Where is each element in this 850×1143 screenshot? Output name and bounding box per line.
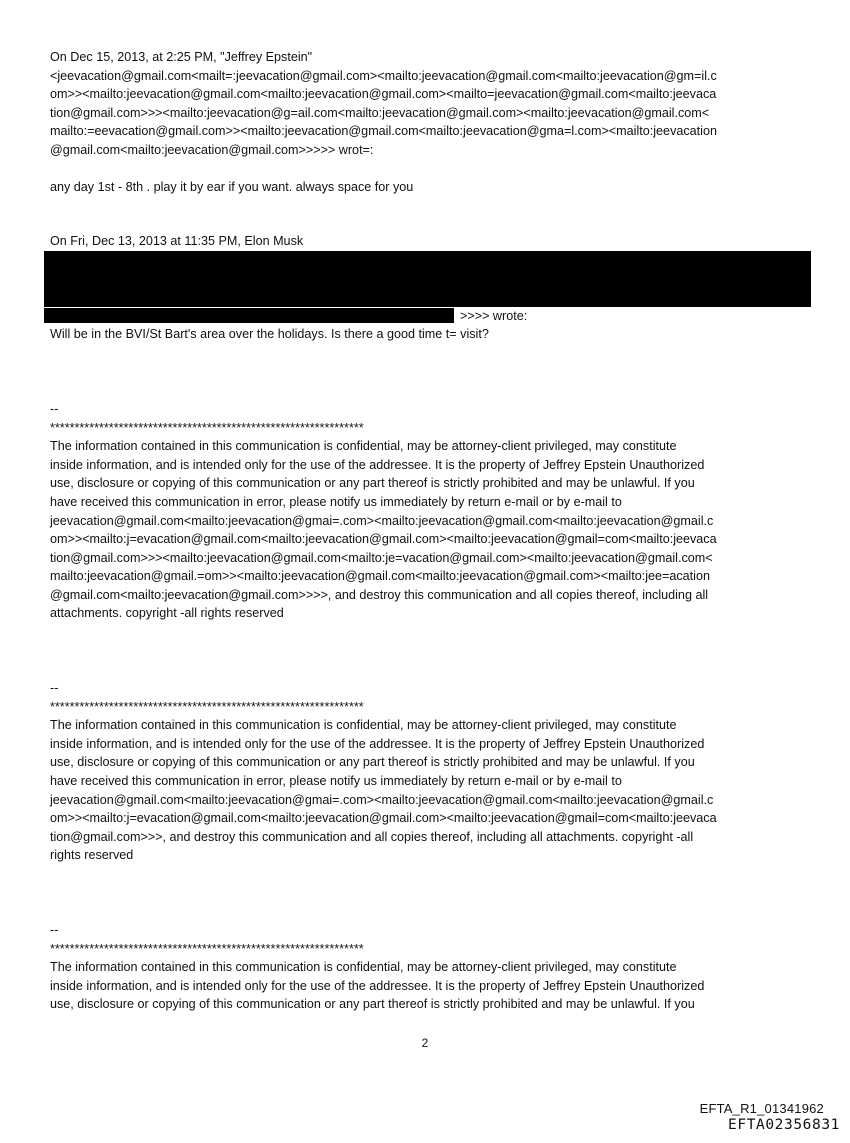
reply-text: any day 1st - 8th . play it by ear if you want. always space for you: [50, 179, 414, 194]
footer-line: The information contained in this communication is confidential, may be attorney-client privileged, may constitute: [50, 960, 677, 975]
footer-dash: --: [50, 923, 59, 937]
footer-line: jeevacation@gmail.com<mailto:jeevacation@gmai=.com><mailto:jeevacation@gmail.com<mailto:jeevacation@gmail.c: [50, 792, 714, 807]
footer-line: @gmail.com<mailto:jeevacation@gmail.com>>>>, and destroy this communication and all copies thereof, including all: [50, 587, 709, 602]
confidentiality-footer-2: [50, 679, 810, 865]
bates-stamp-1: EFTA_R1_01341962: [699, 1101, 824, 1116]
footer-line: jeevacation@gmail.com<mailto:jeevacation@gmai=.com><mailto:jeevacation@gmail.com<mailto:jeevacation@gmail.c: [50, 513, 714, 528]
footer-line: use, disclosure or copying of this communication or any part thereof is strictly prohibited and may be unlawful. If you: [50, 476, 695, 491]
footer-line: The information contained in this communication is confidential, may be attorney-client privileged, may constitute: [50, 718, 677, 733]
confidentiality-footer-1: [50, 400, 810, 623]
header-line: om>><mailto:jeevacation@gmail.com<mailto:jeevacation@gmail.com><mailto=jeevacation@gmail.com<mailto:jeevaca: [50, 87, 717, 102]
quoted-header-2: On Fri, Dec 13, 2013 at 11:35 PM, Elon Musk: [50, 234, 304, 249]
footer-line: use, disclosure or copying of this communication or any part thereof is strictly prohibited and may be unlawful. If you: [50, 997, 695, 1012]
footer-line: use, disclosure or copying of this communication or any part thereof is strictly prohibited and may be unlawful. If you: [50, 755, 695, 770]
footer-line: attachments. copyright -all rights reserved: [50, 606, 284, 621]
quoted-header-1: [50, 48, 810, 160]
document-body: [50, 48, 810, 1014]
page-number: 2: [421, 1036, 429, 1050]
wrote-label: >>>> wrote:: [460, 308, 528, 323]
footer-line: inside information, and is intended only for the use of the addressee. It is the property of Jeffrey Epstein Unauthorized: [50, 978, 705, 993]
footer-dash: --: [50, 681, 59, 696]
footer-line: om>><mailto:j=evacation@gmail.com<mailto:jeevacation@gmail.com><mailto:jeevacation@gmail=com<mailto:jeevaca: [50, 811, 717, 826]
footer-line: tion@gmail.com>>><mailto:jeevacation@gmail.com<mailto:je=vacation@gmail.com><mailto:jeevacation@gmail.com<: [50, 550, 713, 565]
bates-stamp-2: EFTA02356831: [728, 1117, 840, 1133]
header-line: On Dec 15, 2013, at 2:25 PM, "Jeffrey Epstein": [50, 50, 313, 64]
footer-line: om>><mailto:j=evacation@gmail.com<mailto:jeevacation@gmail.com><mailto:jeevacation@gmail=com<mailto:jeevaca: [50, 532, 717, 547]
header-line: @gmail.com<mailto:jeevacation@gmail.com>>>>> wrot=:: [50, 142, 374, 157]
redaction-block: [50, 251, 810, 307]
header-line: mailto:=eevacation@gmail.com>><mailto:jeevacation@gmail.com<mailto:jeevacation@gma=l.com><mailto:jeevacation: [50, 124, 717, 139]
footer-line: mailto:jeevacation@gmail.=om>><mailto:jeevacation@gmail.com<mailto:jeevacation@gmail.com><mailto:jee=acation: [50, 569, 710, 584]
footer-line: tion@gmail.com>>>, and destroy this communication and all copies thereof, including all attachments. copyright -all: [50, 829, 694, 844]
footer-line: inside information, and is intended only for the use of the addressee. It is the property of Jeffrey Epstein Unauthorized: [50, 736, 705, 751]
footer-dash: --: [50, 401, 59, 416]
footer-line: The information contained in this communication is confidential, may be attorney-client privileged, may constitute: [50, 439, 677, 454]
footer-stars: ****************************************************************: [50, 699, 364, 714]
confidentiality-footer-3: [50, 921, 810, 1014]
footer-stars: ****************************************************************: [50, 941, 364, 956]
redaction-bar: [44, 308, 454, 323]
header-line: <jeevacation@gmail.com<mailt=:jeevacation@gmail.com><mailto:jeevacation@gmail.com<mailto:jeevacation@gm=il.c: [50, 68, 717, 83]
message-text: Will be in the BVI/St Bart's area over the holidays. Is there a good time t= visit?: [50, 327, 489, 342]
footer-line: have received this communication in error, please notify us immediately by return e-mail or by e-mail to: [50, 494, 622, 509]
footer-line: have received this communication in error, please notify us immediately by return e-mail or by e-mail to: [50, 774, 622, 789]
footer-line: inside information, and is intended only for the use of the addressee. It is the property of Jeffrey Epstein Unauthorized: [50, 457, 705, 472]
footer-line: rights reserved: [50, 848, 134, 863]
footer-stars: ****************************************************************: [50, 420, 364, 435]
redaction-bar: [44, 251, 811, 307]
header-line: tion@gmail.com>>><mailto:jeevacation@g=ail.com<mailto:jeevacation@gmail.com><mailto:jeevacation@gmail.com<: [50, 105, 710, 120]
